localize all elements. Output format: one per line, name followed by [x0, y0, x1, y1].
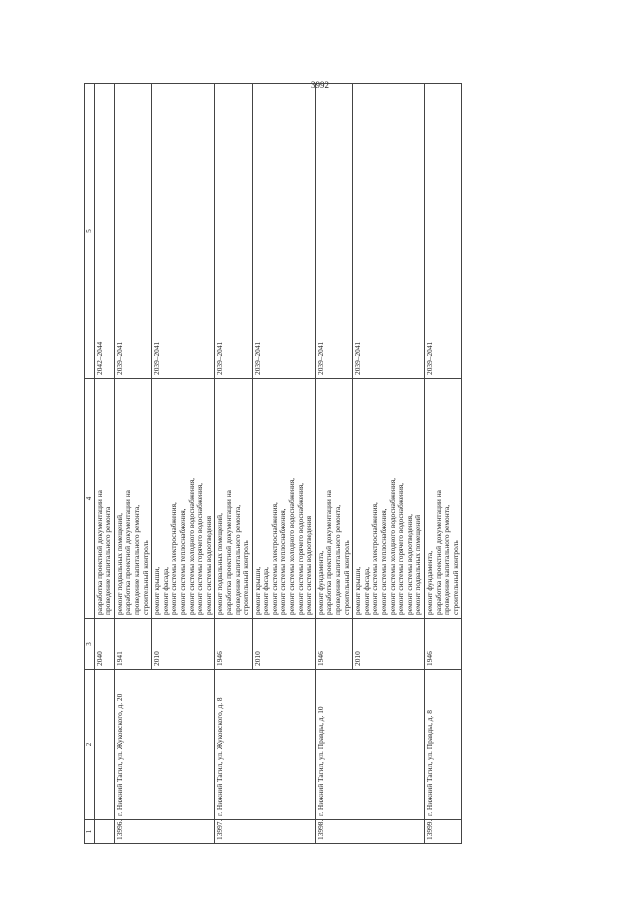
year-cell: 1941 [114, 619, 151, 670]
table-stage [84, 84, 570, 844]
period-cell: 2039–2041 [315, 84, 352, 379]
work-item: ремонт системы горячего водоснабжения, [295, 482, 305, 615]
header-col-2: 2 [85, 670, 95, 820]
work-item: разработка проектной документации на [94, 490, 104, 615]
period-cell: 2042–2044 [94, 84, 114, 379]
work-item: ремонт системы холодного водоснабжения, [387, 478, 397, 615]
work-item: ремонт системы горячего водоснабжения, [195, 482, 205, 615]
works-cell [424, 379, 461, 619]
year-cell: 1946 [424, 619, 461, 670]
work-item: ремонт подвальных помещений, [215, 513, 225, 615]
work-item: ремонт системы холодного водоснабжения, [186, 478, 196, 615]
work-item: проведение капитального ремонта [103, 506, 113, 615]
works-cell [152, 379, 215, 619]
period-cell: 2039–2041 [252, 84, 315, 379]
row-number-cell: 13997. [215, 820, 316, 844]
address-cell: г. Нижний Тагил, ул. Жуковского, д. 8 [215, 670, 316, 820]
year-cell: 1946 [315, 619, 352, 670]
works-cell [94, 379, 114, 619]
table-row [114, 84, 151, 844]
work-item: разработка проектной документации на [433, 490, 443, 615]
work-item: ремонт системы электроснабжения, [370, 502, 380, 615]
work-item: ремонт крыши, [152, 566, 162, 615]
work-item: ремонт системы водоотведения [203, 515, 213, 615]
row-number-cell: 13999. [424, 820, 461, 844]
work-item: ремонт крыши, [252, 566, 262, 615]
work-item: разработка проектной документации на [324, 490, 334, 615]
row-number-cell: 13996. [114, 820, 215, 844]
work-item: ремонт системы теплоснабжения, [177, 508, 187, 615]
works-cell [353, 379, 425, 619]
period-cell: 2039–2041 [114, 84, 151, 379]
address-cell: г. Нижний Тагил, ул. Правды, д. 8 [424, 670, 461, 820]
work-item: ремонт крыши, [353, 566, 363, 615]
header-col-3: 3 [85, 619, 95, 670]
work-item: ремонт системы водоотведения [304, 515, 314, 615]
work-item: строительный контроль [450, 540, 460, 615]
header-col-5: 5 [85, 84, 95, 379]
work-item: проведение капитального ремонта, [131, 504, 141, 615]
work-item: строительный контроль [341, 540, 351, 615]
row-number-cell [94, 820, 114, 844]
work-item: ремонт подвальных помещений [413, 514, 423, 615]
work-item: ремонт системы горячего водоснабжения, [396, 482, 406, 615]
period-cell: 2039–2041 [353, 84, 425, 379]
work-item: ремонт фундамента, [315, 550, 325, 615]
table-row [315, 84, 352, 844]
period-cell: 2039–2041 [215, 84, 252, 379]
year-cell: 1946 [215, 619, 252, 670]
repair-schedule-table [84, 83, 462, 844]
address-cell [94, 670, 114, 820]
work-item: строительный контроль [241, 540, 251, 615]
year-cell: 2040 [94, 619, 114, 670]
table-row [424, 84, 461, 844]
work-item: проведение капитального ремонта, [442, 504, 452, 615]
works-cell [215, 379, 252, 619]
work-item: ремонт фасада, [160, 567, 170, 615]
header-col-1: 1 [85, 820, 95, 844]
page-number: 3992 [311, 80, 329, 90]
work-item: ремонт системы холодного водоснабжения, [287, 478, 297, 615]
period-cell: 2039–2041 [424, 84, 461, 379]
year-cell: 2010 [152, 619, 215, 670]
work-item: ремонт фундамента, [424, 550, 434, 615]
works-cell [252, 379, 315, 619]
row-number-cell: 13998. [315, 820, 424, 844]
header-row [85, 84, 95, 844]
period-cell: 2039–2041 [152, 84, 215, 379]
work-item: разработка проектной документации на [123, 490, 133, 615]
year-cell: 2010 [353, 619, 425, 670]
work-item: проведение капитального ремонта, [232, 504, 242, 615]
table-body [94, 84, 462, 844]
header-col-4: 4 [85, 379, 95, 619]
rotated-table-wrapper [84, 84, 570, 844]
address-cell: г. Нижний Тагил, ул. Жуковского, д. 20 [114, 670, 215, 820]
work-item: ремонт фасада, [261, 567, 271, 615]
work-item: ремонт системы электроснабжения, [269, 502, 279, 615]
work-item: проведение капитального ремонта, [333, 504, 343, 615]
address-cell: г. Нижний Тагил, ул. Правды, д. 10 [315, 670, 424, 820]
work-item: ремонт подвальных помещений, [114, 513, 124, 615]
work-item: ремонт системы теплоснабжения, [379, 508, 388, 615]
work-item: строительный контроль [140, 540, 150, 615]
works-cell [315, 379, 352, 619]
work-item: разработка проектной документации на [223, 490, 233, 615]
table-row [215, 84, 252, 844]
year-cell: 2010 [252, 619, 315, 670]
works-cell [114, 379, 151, 619]
table-row [94, 84, 114, 844]
work-item: ремонт системы электроснабжения, [169, 502, 179, 615]
work-item: ремонт фасада, [361, 567, 371, 615]
work-item: ремонт системы теплоснабжения, [278, 508, 288, 615]
work-item: ремонт системы водоотведения, [404, 514, 414, 615]
